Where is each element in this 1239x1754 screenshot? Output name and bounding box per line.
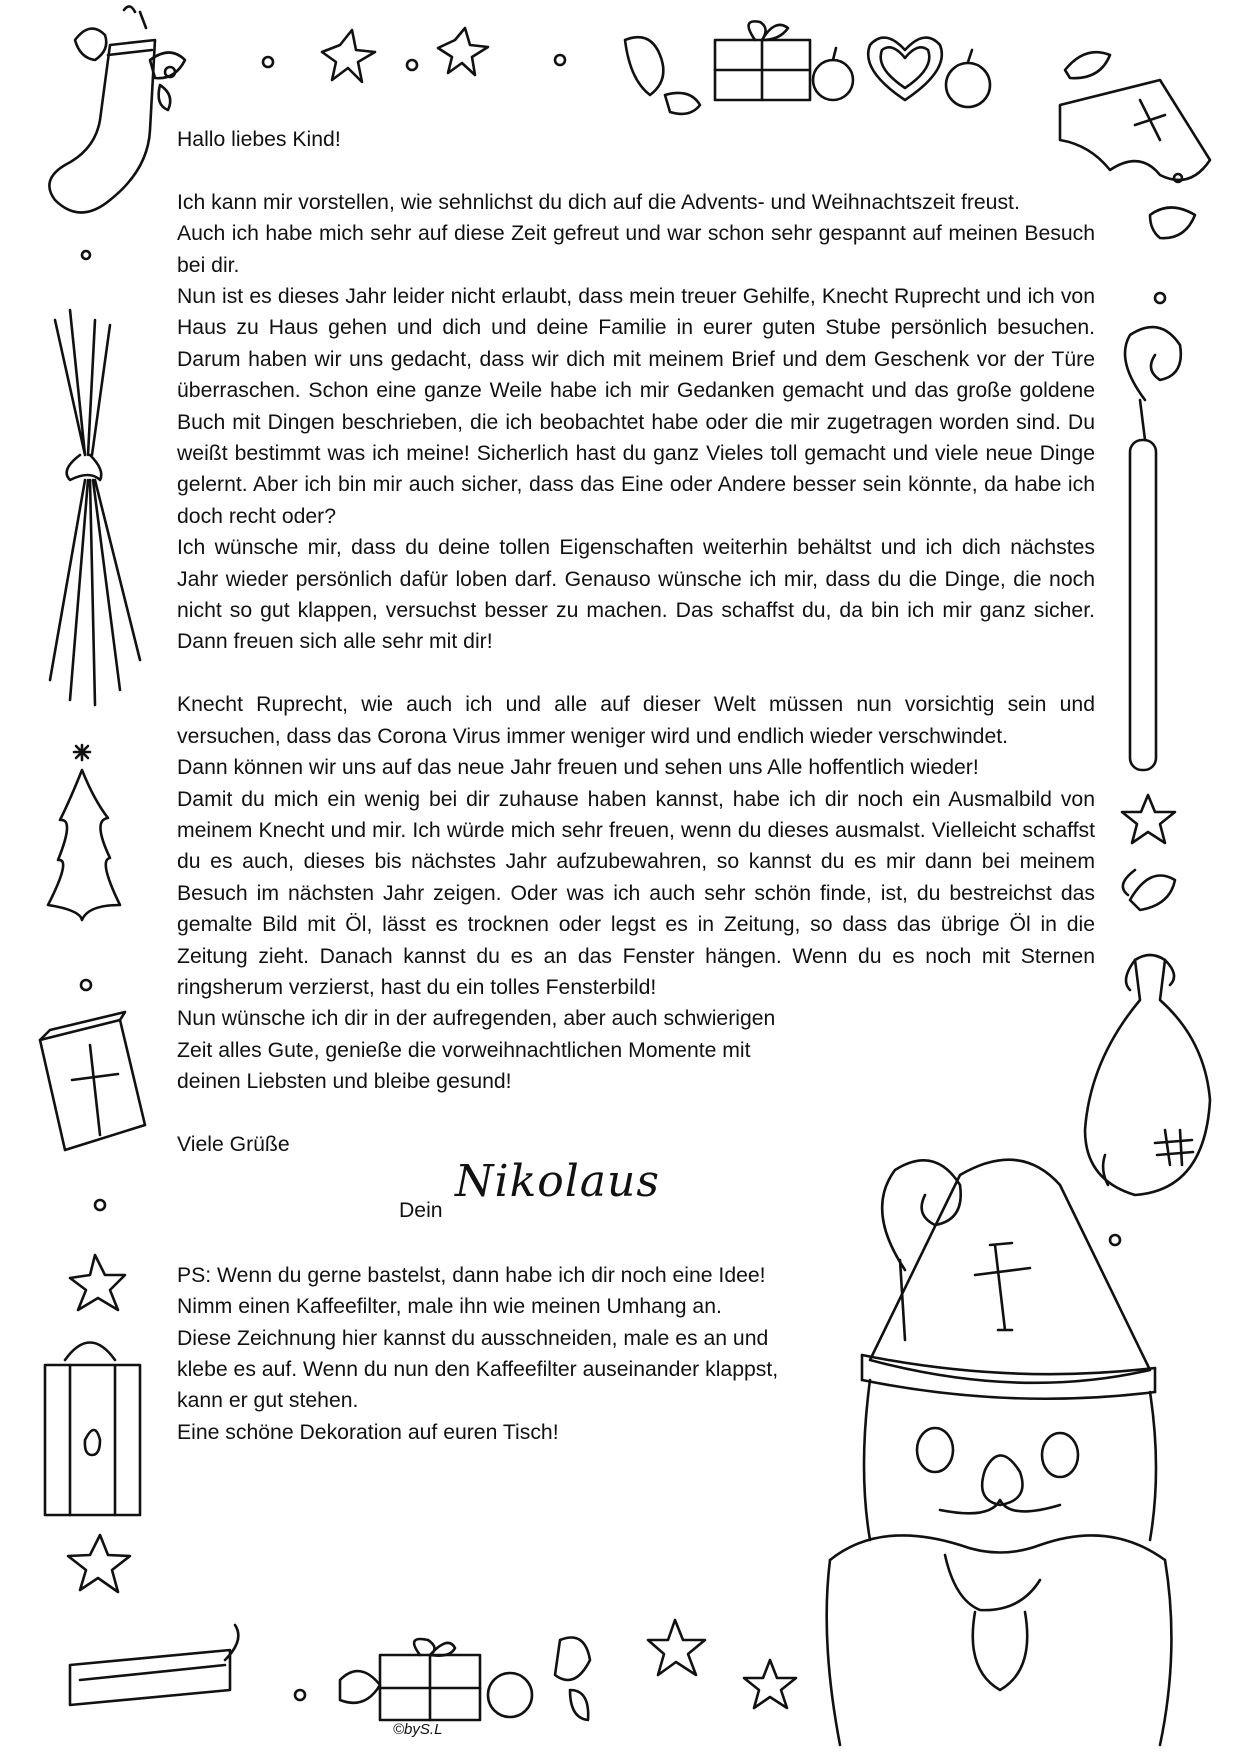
stocking-icon [49,6,155,212]
signature-block [177,1156,1095,1228]
book-icon [70,1625,238,1705]
star-icon [744,1660,796,1708]
paragraph: Damit du mich ein wenig bei dir zuhause haben kannst, habe ich dir noch ein Ausmalbild von meinem Knecht und mir. Ich würde mich sehr freuen, wenn du dieses ausmalst. Vielleicht schaffst du es auch, dieses bis nächstes Jahr aufzubewahren, so kannst du es mir dann bei meinem Besuch im nächsten Jahr zeigen. Oder was ich auch sehr schön finde, ist, du bestreichst das gemalte Bild mit Öl, lässt es trocknen oder legst es in Zeitung, so dass das übrige Öl in die Zeitung zieht. Danach kannst du es an das Fenster hängen. Wenn du es noch mit Sternen ringsherum verzierst, hast du ein tolles Fensterbild! [177,787,1095,999]
dot-icon [263,57,273,67]
closing-line: deinen Liebsten und bleibe gesund! [177,1070,512,1094]
candy-icon [1150,208,1195,239]
greeting: Hallo liebes Kind! [177,128,341,151]
signature: Nikolaus [455,1156,660,1208]
leaf-icon [1065,52,1110,78]
gift-icon [380,1639,480,1720]
dein-label: Dein [399,1199,443,1223]
holly-icon [340,1638,590,1721]
paragraph: Dann können wir uns auf das neue Jahr freuen und sehen uns Alle hoffentlich wieder! [177,756,979,780]
ps-line: PS: Wenn du gerne bastelst, dann habe ich dir noch eine Idee! [177,1263,766,1287]
copyright-mark: ©byS.L [393,1721,443,1738]
paragraph: Ich kann mir vorstellen, wie sehnlichst du dich auf die Advents- und Weihnachtszeit freust. [177,190,1020,214]
postscript [177,1260,857,1448]
christmas-tree-icon [48,745,120,920]
holly-icon [75,29,185,110]
star-icon [70,1255,125,1310]
sack-icon [1085,955,1210,1195]
bible-icon [40,1012,145,1150]
closing-line: Zeit alles Gute, genieße die vorweihnachtlichen Momente mit [177,1038,751,1062]
ps-line: Diese Zeichnung hier kannst du ausschneiden, male es an und [177,1326,769,1350]
star-icon [648,1620,705,1675]
letter-body [177,124,1095,1448]
regards: Viele Grüße [177,1132,290,1156]
star-icon [1122,795,1175,843]
paragraph: Nun ist es dieses Jahr leider nicht erlaubt, dass mein treuer Gehilfe, Knecht Ruprecht und ich von Haus zu Haus gehen und dich und deine Familie in eurer guten Stube persönlich besuchen. Darum haben wir uns gedacht, dass wir dich mit meinem Brief und dem Geschenk vor der Türe überraschen. Schon eine ganze Weile habe ich mir Gedanken gemacht und das große goldene Buch mit Dingen beschrieben, die ich beobachtet habe oder die mir zugetragen worden sind. Du weißt bestimmt was ich meine! Sicherlich hast du ganz Vieles toll gemacht und viele neue Dinge gelernt. Aber ich bin mir auch sicher, dass das Eine oder Andere besser sein könnte, da habe ich doch recht oder? [177,285,1095,528]
closing-line: Nun wünsche ich dir in der aufregenden, aber auch schwierigen [177,1007,776,1031]
ps-line: Eine schöne Dekoration auf euren Tisch! [177,1420,559,1444]
ps-line: Nimm einen Kaffeefilter, male ihn wie meinen Umhang an. [177,1295,722,1319]
apple-icon [946,50,990,107]
rod-bundle-icon [50,310,140,705]
paragraph: Knecht Ruprecht, wie auch ich und alle auf dieser Welt müssen nun vorsichtig sein und versuchen, dass das Corona Virus immer weniger wird und endlich wieder verschwindet. [177,693,1095,748]
apple-icon [813,48,853,100]
star-icon [438,28,488,75]
crosier-icon [1125,327,1181,770]
star-icon [322,30,375,82]
holly-icon [625,37,700,114]
gift-icon [715,21,810,100]
paragraph: Auch ich habe mich sehr auf diese Zeit gefreut und war schon sehr gespannt auf meinen Besuch bei dir. [177,222,1095,277]
star-icon [68,1535,130,1592]
apple-icon [488,1673,532,1717]
ps-line: klebe es auf. Wenn du nun den Kaffeefilter auseinander klappst, [177,1357,779,1381]
ps-line: kann er gut stehen. [177,1389,359,1413]
heart-gingerbread-icon [868,38,942,100]
lantern-icon [45,1343,140,1516]
leaf-icon [1123,870,1175,910]
paragraph: Ich wünsche mir, dass du deine tollen Eigenschaften weiterhin behältst und ich dich nächstes Jahr wieder persönlich dafür loben darf. Genauso wünsche ich mir, dass du die Dinge, die noch nicht so gut klappen, versuchst besser zu machen. Das schaffst du, da bin ich mir ganz sicher. Dann freuen sich alle sehr mit dir! [177,536,1095,654]
